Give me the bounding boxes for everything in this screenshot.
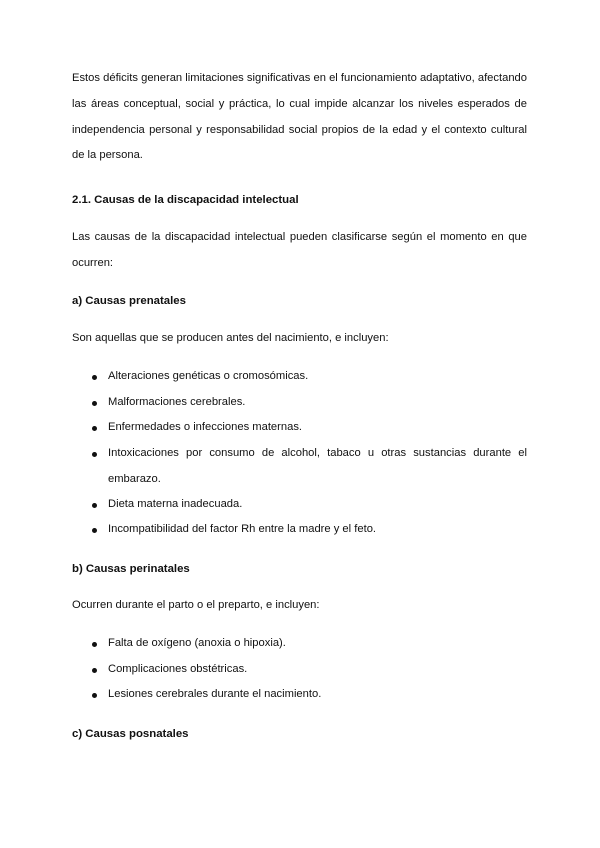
bullet-icon (92, 503, 97, 508)
list-item (92, 657, 527, 683)
list-item-text: Complicaciones obstétricas. (108, 663, 248, 675)
section-heading: 2.1. Causas de la discapacidad intelectual (72, 194, 299, 206)
list-item-text: Enfermedades o infecciones maternas. (108, 421, 303, 433)
perinatal-intro: Ocurren durante el parto o el preparto, e incluyen: (72, 599, 320, 611)
bullet-icon (92, 668, 97, 673)
bullet-icon (92, 426, 97, 431)
list-item-text: Incompatibilidad del factor Rh entre la madre y el feto. (108, 523, 377, 535)
list-item (92, 492, 527, 518)
list-item-text: Lesiones cerebrales durante el nacimiento. (108, 688, 322, 700)
section-intro-paragraph: Las causas de la discapacidad intelectual pueden clasificarse según el momento en que ocurren: (72, 231, 527, 269)
list-item (92, 517, 527, 543)
bullet-icon (92, 452, 97, 457)
bullet-icon (92, 693, 97, 698)
bullet-icon (92, 375, 97, 380)
list-item (92, 415, 527, 441)
perinatal-heading: b) Causas perinatales (72, 563, 190, 575)
list-item (92, 682, 527, 708)
list-item-text: Falta de oxígeno (anoxia o hipoxia). (108, 637, 286, 649)
list-item (92, 390, 527, 416)
list-item (92, 364, 527, 390)
list-item-text: Alteraciones genéticas o cromosómicas. (108, 370, 309, 382)
list-item (92, 631, 527, 657)
bullet-icon (92, 528, 97, 533)
list-item-text: Malformaciones cerebrales. (108, 396, 246, 408)
bullet-icon (92, 401, 97, 406)
list-item (92, 441, 527, 493)
intro-paragraph: Estos déficits generan limitaciones significativas en el funcionamiento adaptativo, afectando las áreas conceptual, social y práctica, lo cual impide alcanzar los niveles esperados de independencia personal y responsabilidad social propios de la edad y el contexto cultural de la persona. (72, 72, 527, 162)
postnatal-heading: c) Causas posnatales (72, 728, 189, 740)
list-item-text: Dieta materna inadecuada. (108, 498, 243, 510)
bullet-icon (92, 642, 97, 647)
list-item-text: Intoxicaciones por consumo de alcohol, tabaco u otras sustancias durante el embarazo. (108, 447, 527, 485)
prenatal-intro: Son aquellas que se producen antes del nacimiento, e incluyen: (72, 332, 389, 344)
prenatal-heading: a) Causas prenatales (72, 295, 186, 307)
